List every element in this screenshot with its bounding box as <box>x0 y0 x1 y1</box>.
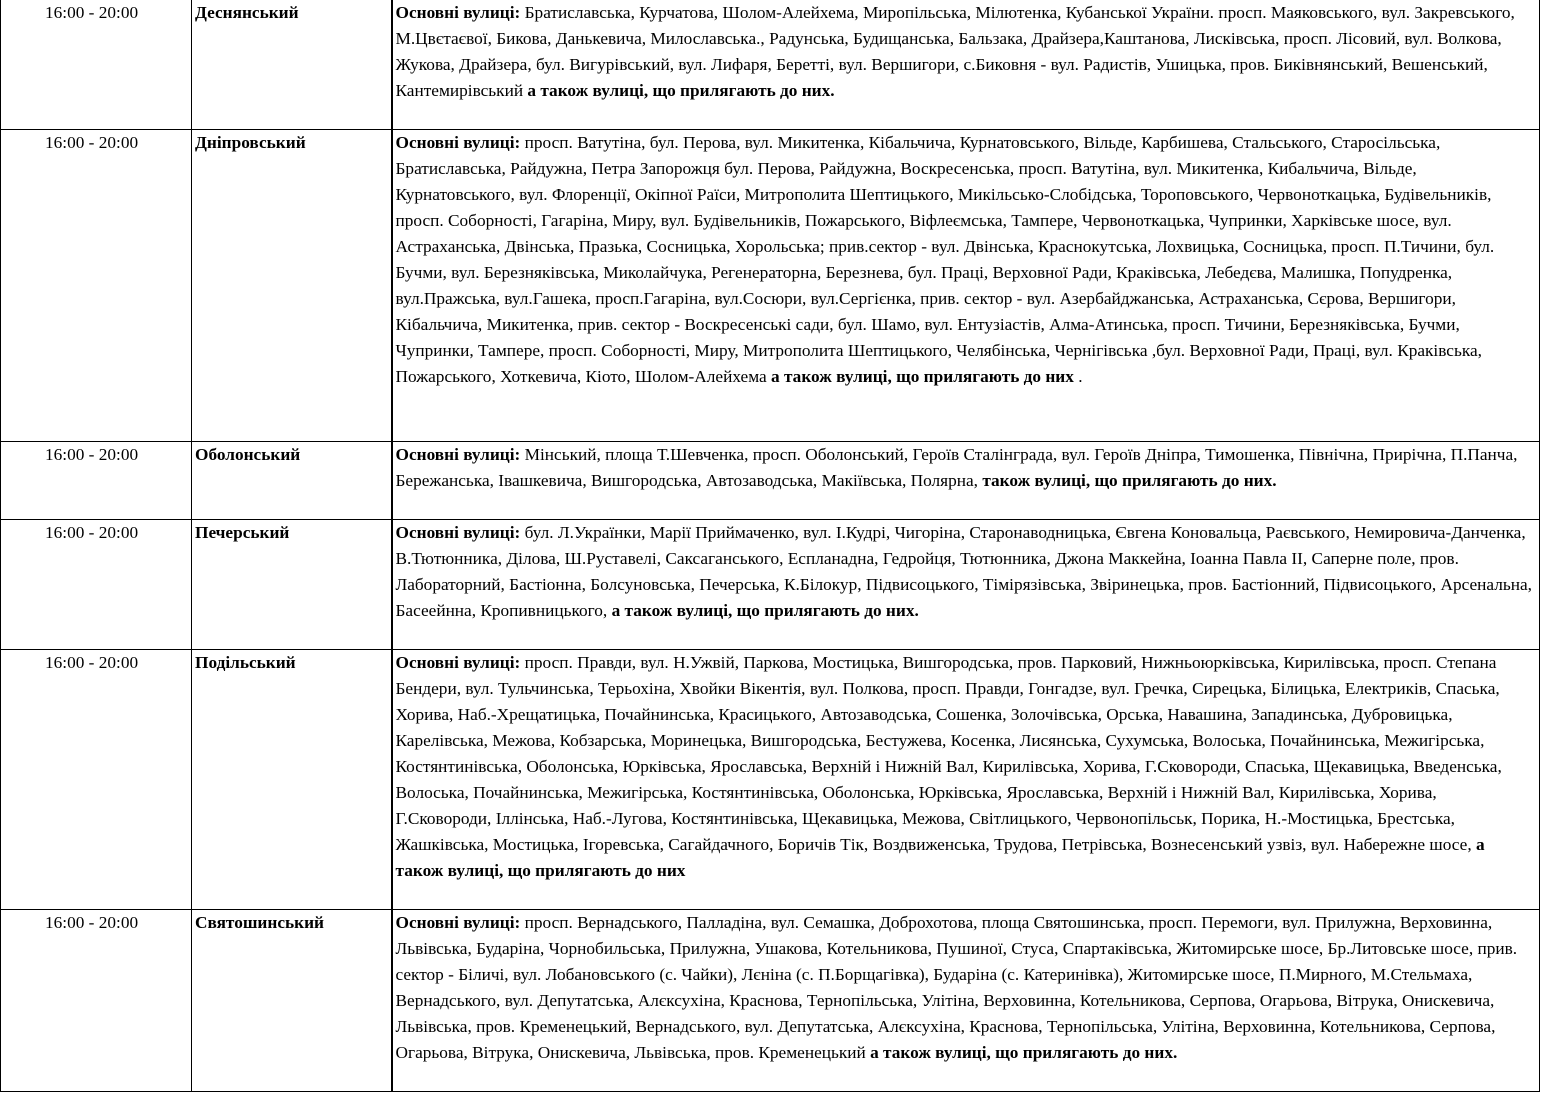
district-cell: Оболонський <box>192 442 392 520</box>
streets-list: бул. Л.Українки, Марії Приймаченко, вул. І.Кудрі, Чигоріна, Старонаводницька, Євгена Коновальца, Раєвського, Немировича-Данченка, В.Тютюнника, Ділова, Ш.Руставелі, Саксаганського, Еспланадна, Гедройця, Тютюнника, Джона Маккейна, Іоанна Павла ІІ, Саперне поле, пров. Лабораторний, Бастіонна, Болсуновська, Печерська, К.Білокур, Підвисоцького, Тімірязівська, Звіринецька, пров. Бастіонний, Підвисоцького, Арсенальна, Басеейнна, Кропивницького, <box>395 523 1532 620</box>
streets-suffix: а також вулиці, що прилягають до них. <box>865 1043 1178 1062</box>
streets-list: просп. Правди, вул. Н.Ужвій, Паркова, Мостицька, Вишгородська, пров. Парковий, Нижньоюрківська, Кирилівська, просп. Степана Бендери, вул. Тульчинська, Терьохіна, Хвойки Вікентія, вул. Полкова, просп. Правди, Гонгадзе, вул. Гречка, Сирецька, Білицька, Електриків, Спаська, Хорива, Наб.-Хрещатицька, Почайнинська, Красицького, Автозаводська, Сошенка, Золочівська, Орська, Навашина, Западинська, Дубровицька, Карелівська, Межова, Кобзарська, Моринецька, Вишгородська, Бестужева, Косенка, Лисянська, Сухумська, Волоська, Почайнинська, Межигірська, Костянтинівська, Оболонська, Юрківська, Ярославська, Верхній і Нижній Вал, Кирилівська, Хорива, Г.Сковороди, Спаська, Щекавицька, Введенська, Волоська, Почайнинська, Межигірська, Костянтинівська, Оболонська, Юрківська, Ярославська, Верхній і Нижній Вал, Кирилівська, Хорива, Г.Сковороди, Іллінська, Наб.-Лугова, Костянтинівська, Щекавицька, Межова, Світлицького, Червонопільськ, Порика, Н.-Мостицька, Брестська, Жашківська, Мостицька, Ігоревська, Сагайдачного, Боричів Тік, Воздвиженська, Трудова, Петрівська, Вознесенський узвіз, вул. Набережне шосе, <box>395 653 1502 854</box>
streets-list: Братиславська, Курчатова, Шолом-Алейхема, Миропільська, Мілютенка, Кубанської України. просп. Маяковського, вул. Закревського, М.Цвєтаєвої, Бикова, Данькевича, Милославська., Радунська, Будищанська, Бальзака, Драйзера,Каштанова, Лисківська, просп. Лісовий, вул. Волкова, Жукова, Драйзера, бул. Вигурівський, вул. Лифаря, Беретті, вул. Вершигори, с.Биковня - вул. Радистів, Ушицька, пров. Биківнянський, Вешенський, Кантемирівський <box>395 3 1515 100</box>
district-cell: Дніпровський <box>192 130 392 442</box>
streets-suffix: а також вулиці, що прилягають до них. <box>607 601 919 620</box>
district-cell: Святошинський <box>192 910 392 1092</box>
table-row <box>1 520 1540 650</box>
time-cell: 16:00 - 20:00 <box>1 442 192 520</box>
table-row <box>1 0 1540 130</box>
district-cell: Деснянський <box>192 0 392 130</box>
table-row <box>1 910 1540 1092</box>
time-cell: 16:00 - 20:00 <box>1 650 192 910</box>
streets-suffix: також вулиці, що прилягають до них. <box>982 471 1277 490</box>
streets-cell <box>392 442 1540 520</box>
time-cell: 16:00 - 20:00 <box>1 520 192 650</box>
streets-prefix: Основні вулиці: <box>395 653 521 672</box>
streets-prefix: Основні вулиці: <box>395 523 521 542</box>
district-cell: Подільський <box>192 650 392 910</box>
streets-suffix: а також вулиці, що прилягають до них <box>395 835 1485 880</box>
streets-list: просп. Вернадського, Палладіна, вул. Семашка, Доброхотова, площа Святошинська, просп. Перемоги, вул. Прилужна, Верховинна, Львівська, Бударіна, Чорнобильська, Прилужна, Ушакова, Котельникова, Пушиної, Стуса, Спартаківська, Житомирське шосе, Бр.Литовське шосе, прив. сектор - Біличі, вул. Лобановського (с. Чайки), Лєніна (с. П.Борщагівка), Бударіна (с. Катеринівка), Житомирське шосе, П.Мирного, М.Стельмаха, Вернадського, вул. Депутатська, Алєксухіна, Краснова, Тернопільська, Улітіна, Верховинна, Котельникова, Серпова, Огарьова, Вітрука, Онискевича, Львівська, пров. Кременецький, Вернадського, вул. Депутатська, Алєксухіна, Краснова, Тернопільська, Улітіна, Верховинна, Котельникова, Серпова, Огарьова, Вітрука, Онискевича, Львівська, пров. Кременецький <box>395 913 1518 1062</box>
streets-prefix: Основні вулиці: <box>395 3 521 22</box>
streets-cell <box>392 520 1540 650</box>
streets-prefix: Основні вулиці: <box>395 913 521 932</box>
streets-cell <box>392 0 1540 130</box>
streets-list: просп. Ватутіна, бул. Перова, вул. Микитенка, Кібальчича, Курнатовського, Вільде, Карбишева, Стальського, Старосільська, Братиславська, Райдужна, Петра Запорожця бул. Перова, Райдужна, Воскресенська, просп. Ватутіна, вул. Микитенка, Кибальчича, Вільде, Курнатовського, вул. Флоренції, Окіпної Раїси, Митрополита Шептицького, Микільсько-Слобідська, Тороповського, Червоноткацька, Будівельників, просп. Соборності, Гагаріна, Миру, вул. Будівельників, Пожарського, Віфлеємська, Тампере, Червоноткацька, Чупринки, Харківське шосе, вул. Астраханська, Двінська, Празька, Сосницька, Хорольська; прив.сектор - вул. Двінська, Краснокутська, Лохвицька, Сосницька, просп. П.Тичини, бул. Бучми, вул. Березняківська, Миколайчука, Регенераторна, Березнева, бул. Праці, Верховної Ради, Краківська, Лебедєва, Малишка, Попудренка, вул.Пражська, вул.Гашека, просп.Гагаріна, вул.Сосюри, вул.Сергієнка, прив. сектор - вул. Азербайджанська, Астраханська, Сєрова, Вершигори, Кібальчича, Микитенка, прив. сектор - Воскресенські сади, бул. Шамо, вул. Ентузіастів, Алма-Атинська, просп. Тичини, Березняківська, Бучми, Чупринки, Тампере, просп. Соборності, Миру, Митрополита Шептицького, Челябінська, Чернігівська ,бул. Верховної Ради, Праці, вул. Краківська, Пожарського, Хоткевича, Кіото, Шолом-Алейхема <box>395 133 1495 386</box>
streets-list: Мінський, площа Т.Шевченка, просп. Оболонський, Героїв Сталінграда, вул. Героїв Дніпра, Тимошенка, Північна, Прирічна, П.Панча, Бережанська, Івашкевича, Вишгородська, Автозаводська, Макіївська, Полярна, <box>395 445 1518 490</box>
streets-cell <box>392 910 1540 1092</box>
streets-prefix: Основні вулиці: <box>395 133 521 152</box>
table-row <box>1 650 1540 910</box>
district-cell: Печерський <box>192 520 392 650</box>
streets-suffix: а також вулиці, що прилягають до них. <box>523 81 835 100</box>
table-row <box>1 442 1540 520</box>
streets-suffix: а також вулиці, що прилягають до них <box>766 367 1074 386</box>
time-cell: 16:00 - 20:00 <box>1 0 192 130</box>
time-cell: 16:00 - 20:00 <box>1 910 192 1092</box>
streets-prefix: Основні вулиці: <box>395 445 521 464</box>
table-row <box>1 130 1540 442</box>
streets-tail: . <box>1073 367 1083 386</box>
time-cell: 16:00 - 20:00 <box>1 130 192 442</box>
streets-cell <box>392 130 1540 442</box>
streets-cell <box>392 650 1540 910</box>
